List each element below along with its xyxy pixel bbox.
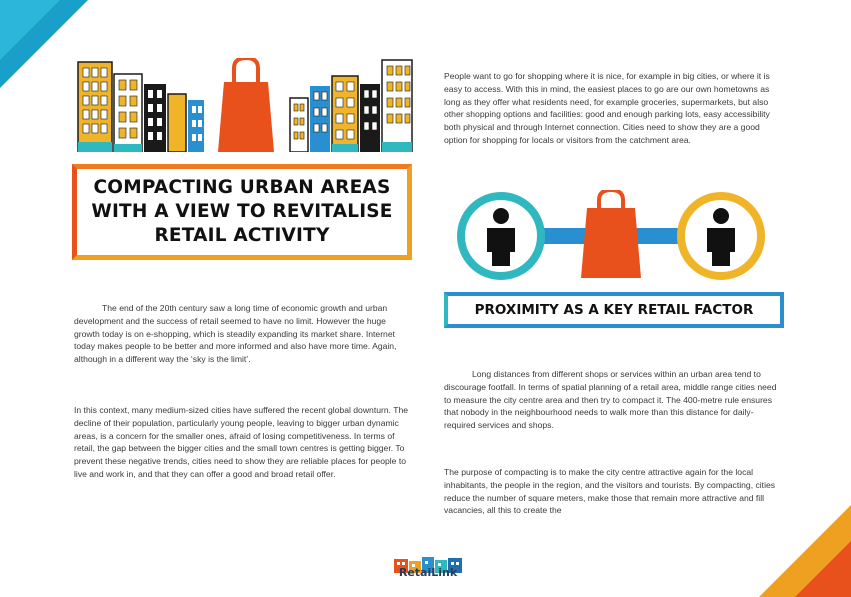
right-paragraph-2: The purpose of compacting is to make the city centre attractive again for the local inhabitants, the people in the region, and the visitors and tourists. By compacting, cities reduce the number of square meters, make those that remain more attractive and fill vacancies, all this to create the [444,467,776,516]
subheading-proximity: PROXIMITY AS A KEY RETAIL FACTOR [474,302,754,318]
right-paragraph-1: Long distances from different shops or services within an urban area tend to discourage footfall. In terms of spatial planning of a retail area, middle range cities need to measure the city centre area and then try to compact it. The 400-metre rule ensures that nobody in the neighbourhood needs to walk more than this distance for daily-required services and shops. [444,369,777,431]
left-paragraph-2: In this context, many medium-sized cities have suffered the recent global downturn. The decline of their population, particularly young people, leaving to bigger urban dynamic areas, is a concern for the smaller ones, afraid of losing competitiveness. In terms of retail, the gap between the bigger cities and the small town centres is getting bigger. To prevent these negative trends, cities need to show they are reliable places for people to live and work in, and that they can offer a good and broad retail offer. [74,405,409,479]
logo-text: RetaiLink [398,566,458,579]
page-title: COMPACTING URBAN AREAS WITH A VIEW TO REVITALISE RETAIL ACTIVITY [91,177,393,246]
subheading-box [444,292,784,328]
right-intro-paragraph: People want to go for shopping where it is nice, for example in big cities, or where it is easy to access. With this in mind, the easiest places to go are our own hometowns as long as they offer what residents need, for example groceries, supermarkets, but also other shopping options and facilities: good and enough parking lots, easy accessibility both physical and through Internet connection. Cities need to show they are a good option for shopping for locals or visitors from the catchment area. [444,71,770,145]
corner-decoration-bottom-right-inner [795,541,851,597]
corner-decoration-top-left-inner [0,0,60,60]
title-box [72,164,412,260]
city-skyline-with-shopping-bag-icon [74,58,414,152]
two-people-connected-by-shopping-bag-icon [455,190,767,282]
left-paragraph-1: The end of the 20th century saw a long time of economic growth and urban development and the success of retail seemed to have no limit. However the huge growth today is on e-shopping, which is steadily expanding its market share. Internet today makes people to be better and more informed and also have more time. Again, although in a different way the ‘sky is the limit’. [74,303,397,365]
